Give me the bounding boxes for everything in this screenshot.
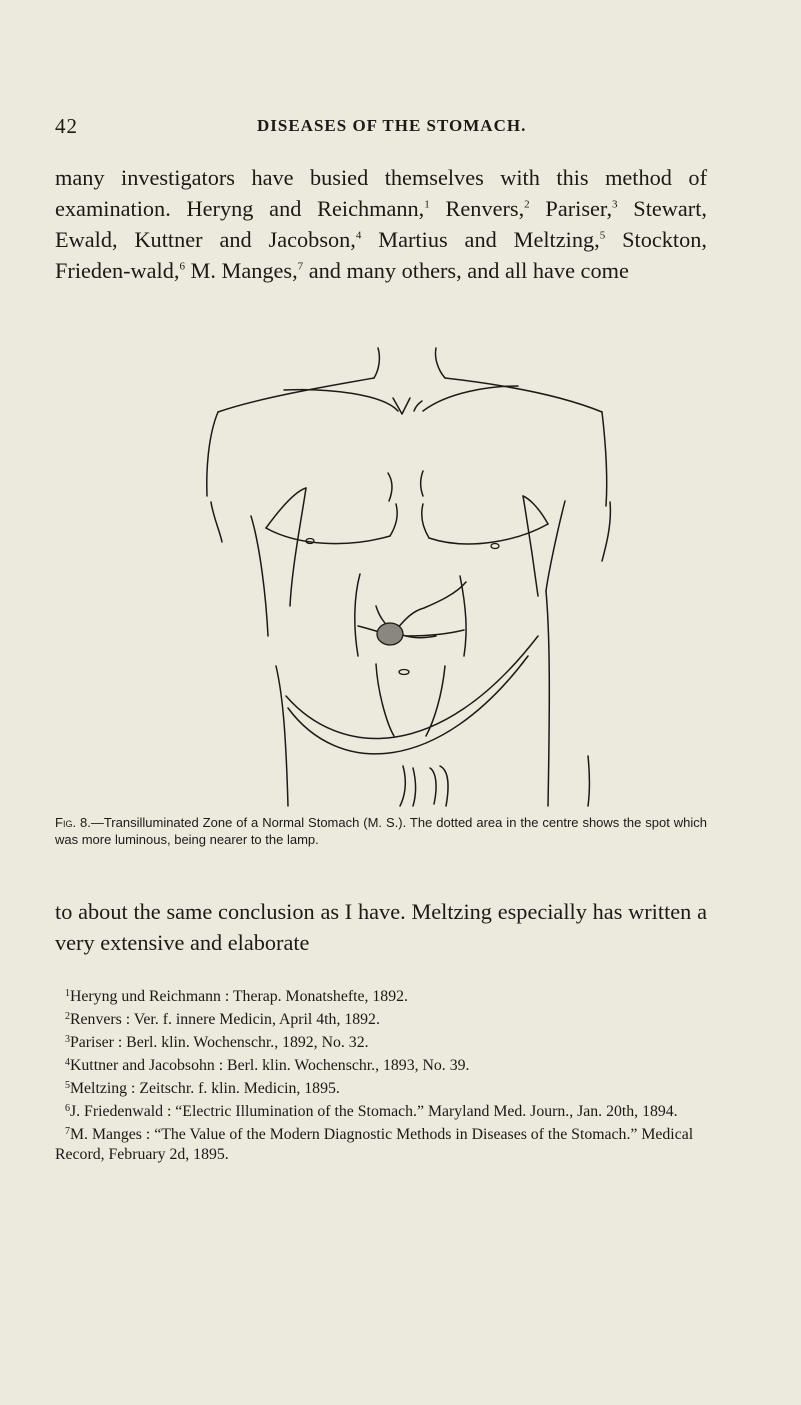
shoulder-left — [218, 378, 374, 412]
footnote-ref-4: 4 — [355, 229, 362, 242]
rectus-left — [355, 574, 360, 656]
figure-caption-text: —Transilluminated Zone of a Normal Stomach (M. S.). The dotted area in the centre shows the spot which was more luminous, being nearer to the lamp. — [55, 815, 707, 847]
flank-right — [546, 501, 565, 591]
paragraph-top: many investigators have busied themselves with this method of examination. Heryng and Reichmann,$^1$ Renvers,$^2$ Pariser,$^3$ Stewart, Ewald, Kuttner and Jacobson,$^4$ Martius and Meltzing,$^5$ Stockton, Frieden-wald,$^6$ M. Manges,$^7$ and many others, and all have come — [55, 165, 707, 283]
running-title: DISEASES OF THE STOMACH. — [257, 116, 527, 135]
inner-line-left — [376, 664, 394, 736]
footnote-4: $^4$Kuttner and Jacobsohn : Berl. klin. Wochenschr., 1893, No. 39. — [65, 1057, 470, 1074]
pectoral-left — [266, 528, 390, 544]
arm-left-lower — [211, 502, 222, 542]
footnote-1: $^1$Heryng und Reichmann : Therap. Monatshefte, 1892. — [65, 988, 408, 1005]
transverse-line-right — [406, 630, 464, 636]
arm-left-outer — [207, 412, 218, 496]
sternal-notch — [393, 398, 410, 414]
nipple-right — [491, 544, 499, 549]
clavicle-right — [423, 386, 518, 411]
hip-left — [276, 666, 288, 806]
footnote-ref-6: 6 — [179, 260, 185, 273]
neck-left-line — [374, 348, 379, 378]
hip-right — [546, 591, 549, 806]
lower-belly-curve — [286, 636, 538, 739]
sternum-right — [421, 471, 423, 496]
footnote-ref-5: 5 — [599, 229, 606, 242]
figure-caption — [55, 814, 707, 848]
arm-right-lower — [602, 502, 610, 561]
bottom-mark-1 — [400, 766, 405, 806]
footnote-ref-1: 1 — [424, 198, 430, 211]
sternum-left — [388, 473, 392, 501]
footnote-2: $^2$Renvers : Ver. f. innere Medicin, April 4th, 1892. — [65, 1011, 380, 1028]
sternum-lower-left — [390, 504, 397, 536]
neck-right-line — [435, 348, 445, 378]
page-number: 42 — [55, 114, 78, 138]
bottom-mark-2 — [413, 768, 416, 806]
stomach-outline — [396, 582, 466, 630]
right-edge-mark — [588, 756, 590, 806]
luminous-dotted-area — [377, 623, 403, 645]
footnote-6: $^6$J. Friedenwald : “Electric Illumination of the Stomach.” Maryland Med. Journ., Jan. 20th, 1894. — [65, 1103, 678, 1120]
clavicle-tip — [414, 401, 422, 411]
footnote-ref-2: 2 — [524, 198, 530, 211]
paragraph-bottom: to about the same conclusion as I have. Meltzing especially has written a very extensive and elaborate — [55, 899, 707, 955]
navel — [399, 670, 409, 675]
bottom-mark-4 — [440, 766, 448, 806]
footnote-3: $^3$Pariser : Berl. klin. Wochenschr., 1892, No. 32. — [65, 1034, 369, 1051]
footnote-ref-3: 3 — [612, 198, 618, 211]
footnotes — [55, 984, 707, 1165]
flank-left — [251, 516, 268, 636]
torso-illustration — [198, 336, 618, 809]
sternum-lower-right — [422, 504, 429, 538]
running-header — [55, 114, 755, 140]
rib-left — [290, 488, 306, 606]
arm-right-outer — [602, 412, 607, 506]
footnote-7: $^7$M. Manges : “The Value of the Modern Diagnostic Methods in Diseases of the Stomach.” Medical Record, February 2d, 1895. — [55, 1126, 694, 1163]
footnote-5: $^5$Meltzing : Zeitschr. f. klin. Medicin, 1895. — [65, 1080, 340, 1097]
shoulder-right — [445, 378, 602, 412]
bottom-mark-3 — [430, 768, 436, 804]
torso-drawing — [198, 336, 618, 809]
figure-label: Fig. 8. — [55, 815, 91, 830]
clavicle-left — [284, 390, 398, 411]
rib-right — [523, 496, 538, 596]
footnote-ref-7: 7 — [297, 260, 304, 273]
